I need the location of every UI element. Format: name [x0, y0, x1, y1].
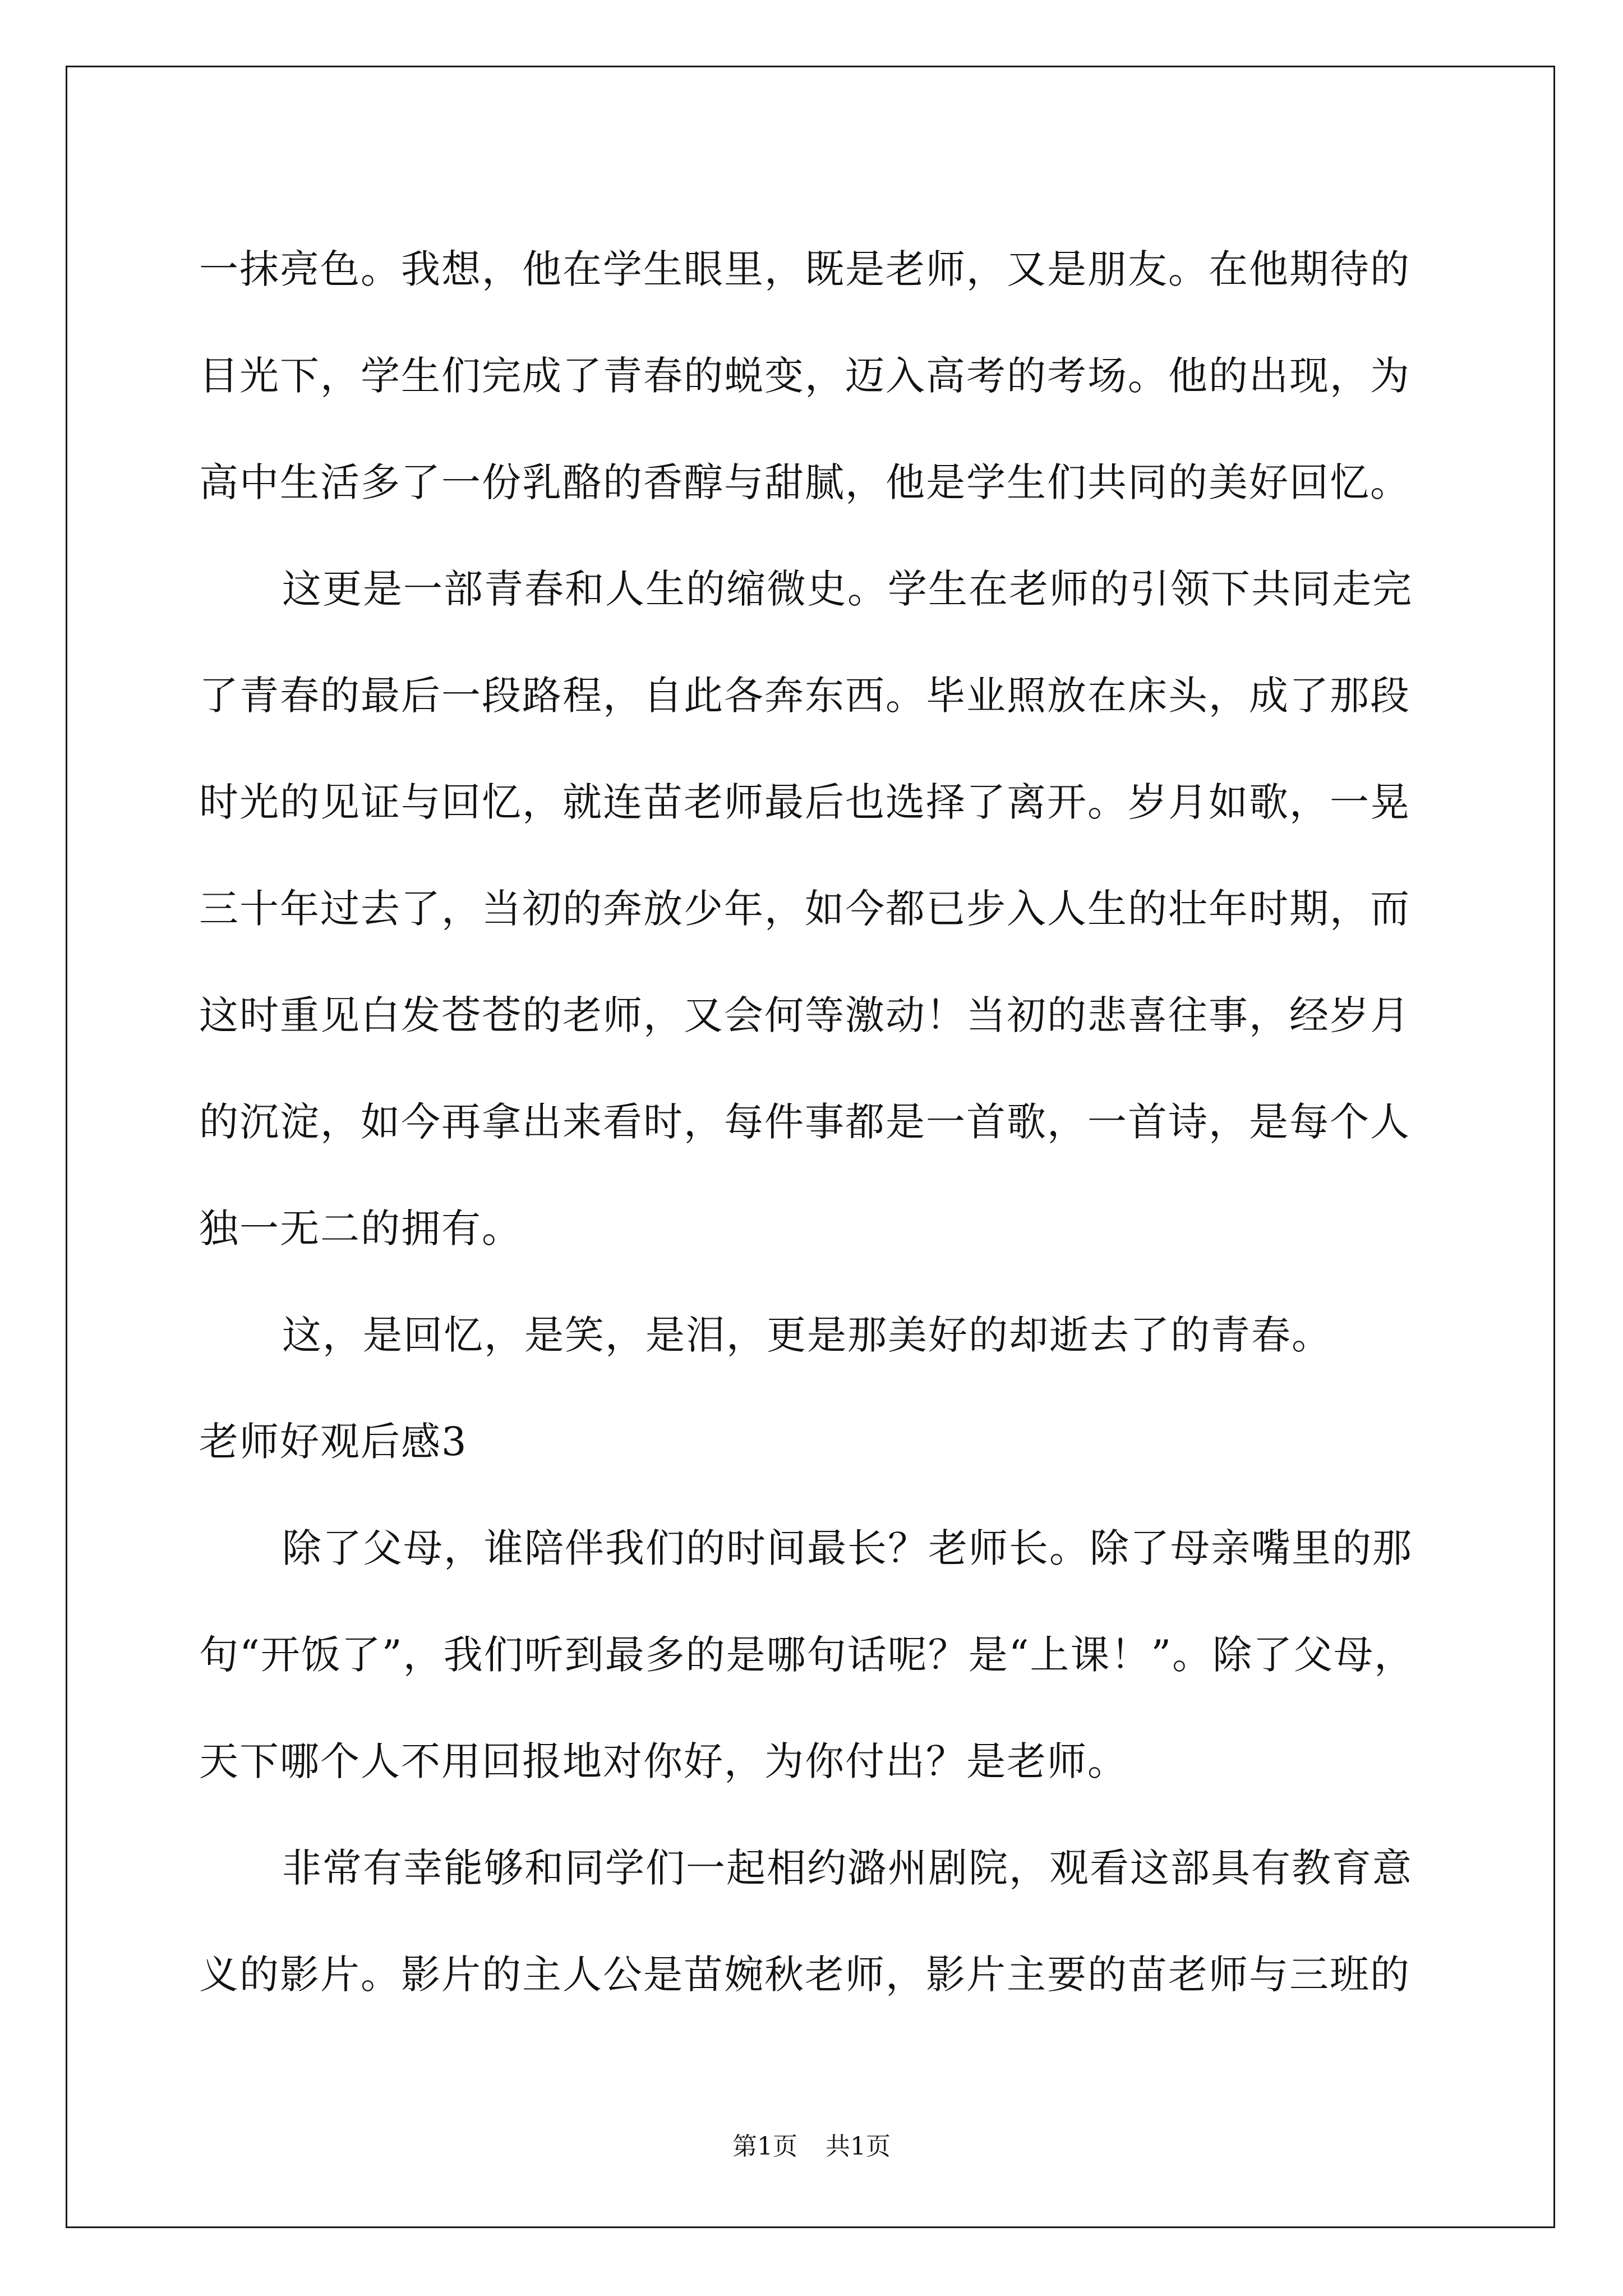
- text-line-10: 独一无二的拥有。: [199, 1205, 522, 1251]
- text-line-7: 三十年过去了，当初的奔放少年，如今都已步入人生的壮年时期，而: [199, 886, 1410, 932]
- text-line-8: 这时重见白发苍苍的老师，又会何等激动！当初的悲喜往事，经岁月: [199, 992, 1410, 1038]
- page-number: 第1页: [732, 2132, 797, 2161]
- text-line-17: 义的影片。影片的主人公是苗婉秋老师，影片主要的苗老师与三班的: [199, 1952, 1410, 1998]
- text-line-6: 时光的见证与回忆，就连苗老师最后也选择了离开。岁月如歌，一晃: [199, 779, 1410, 825]
- text-line-3: 高中生活多了一份乳酪的香醇与甜腻，他是学生们共同的美好回忆。: [199, 459, 1410, 505]
- text-line-1: 一抹亮色。我想，他在学生眼里，既是老师，又是朋友。在他期待的: [199, 246, 1410, 292]
- page-footer: [0, 2126, 1623, 2162]
- text-line-13: 除了父母，谁陪伴我们的时间最长？老师长。除了母亲嘴里的那: [282, 1525, 1413, 1571]
- page-total: 共1页: [826, 2132, 891, 2161]
- text-line-9: 的沉淀，如今再拿出来看时，每件事都是一首歌，一首诗，是每个人: [199, 1099, 1410, 1145]
- text-line-11: 这，是回忆，是笑，是泪，更是那美好的却逝去了的青春。: [282, 1312, 1332, 1358]
- document-body: [199, 216, 1433, 2028]
- section-heading: 老师好观后感3: [199, 1419, 468, 1465]
- text-line-14: 句“开饭了”，我们听到最多的是哪句话呢？是“上课！”。除了父母，: [199, 1632, 1415, 1678]
- text-line-16: 非常有幸能够和同学们一起相约潞州剧院，观看这部具有教育意: [282, 1845, 1413, 1891]
- text-line-4: 这更是一部青春和人生的缩微史。学生在老师的引领下共同走完: [282, 566, 1413, 612]
- text-line-15: 天下哪个人不用回报地对你好，为你付出？是老师。: [199, 1738, 1128, 1784]
- text-line-5: 了青春的最后一段路程，自此各奔东西。毕业照放在床头，成了那段: [199, 673, 1410, 719]
- text-line-2: 目光下，学生们完成了青春的蜕变，迈入高考的考场。他的出现，为: [199, 353, 1410, 399]
